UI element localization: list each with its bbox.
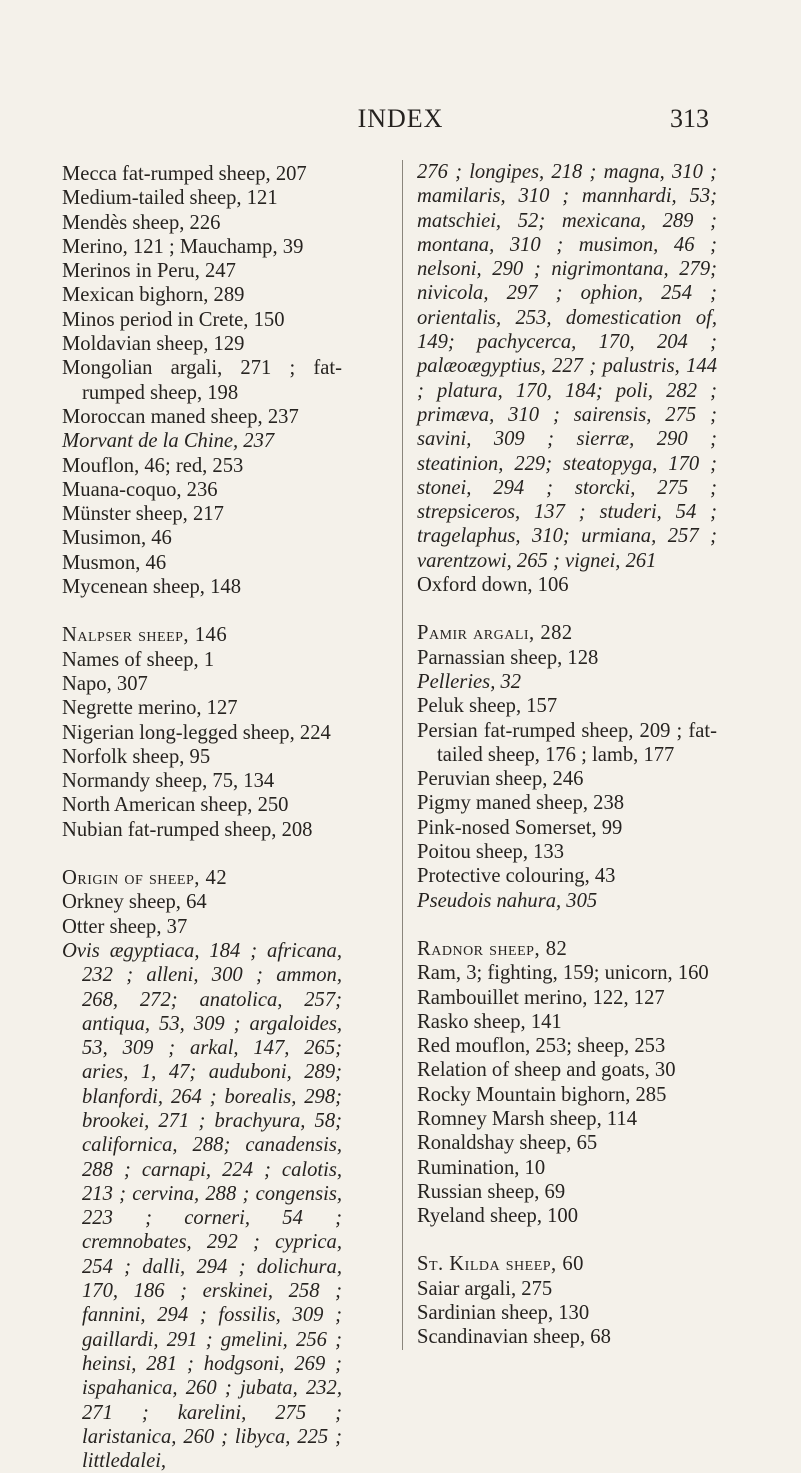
section-gap — [417, 597, 717, 621]
index-entry: Peluk sheep, 157 — [417, 695, 558, 718]
index-entry: Orkney sheep, 64 — [62, 891, 207, 914]
index-entry: St. Kilda sheep, 60 — [417, 1253, 584, 1276]
index-column-left — [62, 162, 342, 1473]
index-entry: Romney Marsh sheep, 114 — [417, 1107, 638, 1130]
index-entry: Ryeland sheep, 100 — [417, 1205, 579, 1228]
ovis-entry-continued: 276 ; longipes, 218 ; magna, 310 ; mamilaris, 310 ; mannhardi, 53; matschiei, 52; mexicana, 289 ; montana, 310 ; musimon, 46 ; nelsoni, 290 ; nigrimontana, 279; nivicola, 297 ; ophion, 254 ; orientalis, 253, domestication of, 149; pachycerca, 170, 204 ; palæoægyptius, 227 ; palustris, 144 ; platura, 170, 184; poli, 282 ; primæva, 310 ; sairensis, 275 ; savini, 309 ; sierræ, 290 ; steatinion, 229; steatopyga, 170 ; stonei, 294 ; storcki, 275 ; strepsiceros, 137 ; studeri, 54 ; tragelaphus, 310; urmiana, 257 ; varentzowi, 265 ; vignei, 261 — [417, 161, 717, 572]
index-entry: Rasko sheep, 141 — [417, 1010, 562, 1033]
index-entry: Origin of sheep, 42 — [62, 867, 228, 890]
index-entry: Scandinavian sheep, 68 — [417, 1326, 611, 1349]
index-entry: North American sheep, 250 — [62, 794, 289, 817]
index-entry: Relation of sheep and goats, 30 — [417, 1059, 676, 1082]
index-entry: Pelleries, 32 — [417, 670, 522, 693]
index-entry: Ram, 3; fighting, 159; unicorn, 160 — [417, 962, 709, 985]
index-entry: Poitou sheep, 133 — [417, 841, 565, 864]
section-gap — [62, 842, 342, 866]
index-entry: Pigmy maned sheep, 238 — [417, 792, 625, 815]
index-entry: Oxford down, 106 — [417, 574, 569, 597]
index-entry: Persian fat-rumped sheep, 209 ; fat-tailed sheep, 176 ; lamb, 177 — [417, 719, 717, 766]
index-entry: Parnassian sheep, 128 — [417, 646, 599, 669]
index-entry: Radnor sheep, 82 — [417, 937, 568, 960]
index-entry: Names of sheep, 1 — [62, 648, 215, 671]
index-entry: Merino, 121 ; Mauchamp, 39 — [62, 235, 304, 258]
index-entry: Morvant de la Chine, 237 — [62, 430, 275, 453]
index-entry: Mecca fat-rumped sheep, 207 — [62, 163, 307, 185]
index-entry: Red mouflon, 253; sheep, 253 — [417, 1035, 666, 1058]
index-entry: Mendès sheep, 226 — [62, 211, 221, 234]
index-entry: Napo, 307 — [62, 672, 148, 695]
ovis-entry: Ovis ægyptiaca, 184 ; africana, 232 ; alleni, 300 ; ammon, 268, 272; anatolica, 257; antiqua, 53, 309 ; argaloides, 53, 309 ; arkal, 147, 265; aries, 1, 47; auduboni, 289; blanfordi, 264 ; borealis, 298; brookei, 271 ; brachyura, 58; californica, 288; canadensis, 288 ; carnapi, 224 ; calotis, 213 ; cervina, 288 ; congensis, 223 ; corneri, 54 ; cremnobates, 292 ; cyprica, 254 ; dalli, 294 ; dolichura, 170, 186 ; erskinei, 258 ; fannini, 294 ; fossilis, 309 ; gaillardi, 291 ; gmelini, 256 ; heinsi, 281 ; hodgsoni, 269 ; ispahanica, 260 ; jubata, 232, 271 ; karelini, 275 ; laristanica, 260 ; libyca, 225 ; littledalei, — [62, 939, 342, 1473]
page-title: INDEX — [357, 104, 444, 133]
index-entry: Rocky Mountain bighorn, 285 — [417, 1083, 667, 1106]
index-entry: Moroccan maned sheep, 237 — [62, 405, 299, 428]
section-gap — [417, 1228, 717, 1252]
index-entry: Medium-tailed sheep, 121 — [62, 187, 278, 210]
index-entry: Norfolk sheep, 95 — [62, 745, 211, 768]
index-column-right — [402, 160, 717, 1350]
index-entry: Rumination, 10 — [417, 1156, 546, 1179]
index-entry: Mouflon, 46; red, 253 — [62, 454, 244, 477]
index-entry: Russian sheep, 69 — [417, 1180, 566, 1203]
index-entry: Moldavian sheep, 129 — [62, 333, 245, 356]
index-entry: Normandy sheep, 75, 134 — [62, 770, 275, 793]
page-number: 313 — [670, 104, 709, 133]
index-entry: Pseudois nahura, 305 — [417, 889, 598, 912]
index-entry: Nubian fat-rumped sheep, 208 — [62, 818, 313, 841]
index-entry: Pamir argali, 282 — [417, 622, 573, 645]
index-entry: Pink-nosed Somerset, 99 — [417, 816, 623, 839]
index-entry: Sardinian sheep, 130 — [417, 1302, 590, 1325]
index-entry: Ronaldshay sheep, 65 — [417, 1132, 598, 1155]
index-entry: Muana-coquo, 236 — [62, 478, 218, 501]
index-entry: Mongolian argali, 271 ; fat-rumped sheep, 198 — [62, 357, 342, 404]
index-entry: Musimon, 46 — [62, 527, 172, 550]
index-entry: Nigerian long-legged sheep, 224 — [62, 721, 331, 744]
index-entry: Saiar argali, 275 — [417, 1277, 553, 1300]
index-entry: Rambouillet merino, 122, 127 — [417, 986, 665, 1009]
index-entry: Mycenean sheep, 148 — [62, 576, 241, 599]
section-gap — [62, 599, 342, 623]
index-entry: Peruvian sheep, 246 — [417, 768, 584, 791]
index-entry: Musmon, 46 — [62, 551, 167, 574]
index-entry: Negrette merino, 127 — [62, 697, 238, 720]
page-header — [0, 104, 801, 144]
index-entry: Otter sheep, 37 — [62, 915, 188, 938]
index-entry: Minos period in Crete, 150 — [62, 308, 285, 331]
index-entry: Protective colouring, 43 — [417, 865, 616, 888]
index-entry: Nalpser sheep, 146 — [62, 624, 228, 647]
index-entry: Merinos in Peru, 247 — [62, 260, 236, 283]
index-entry: Münster sheep, 217 — [62, 503, 224, 526]
index-entry: Mexican bighorn, 289 — [62, 284, 245, 307]
section-gap — [417, 913, 717, 937]
